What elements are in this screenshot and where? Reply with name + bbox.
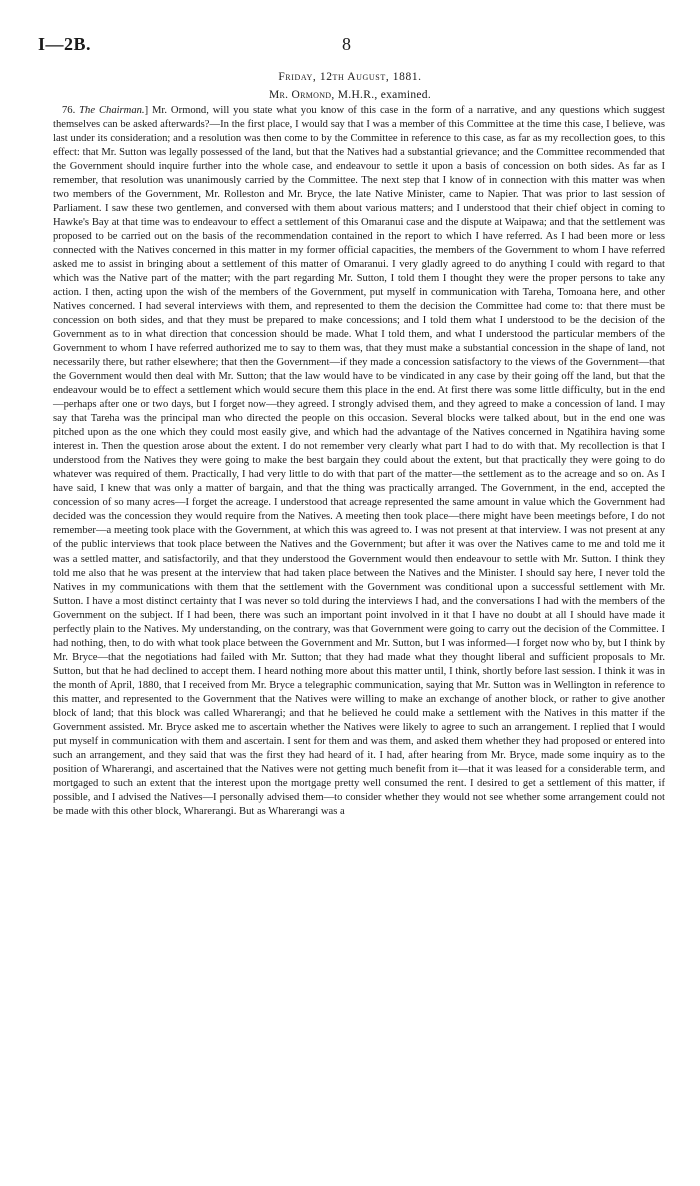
page-header [38, 34, 662, 58]
evidence-body [53, 104, 665, 819]
page-number: 8 [342, 34, 351, 54]
document-reference: I—2B. [38, 34, 92, 54]
evidence-paragraph [53, 104, 665, 819]
witness-name: Mr. Ormond [268, 89, 332, 101]
witness-heading [0, 89, 700, 101]
question-number: 76. [62, 105, 76, 116]
sitting-date: Friday, 12th August, 1881. [278, 71, 422, 83]
evidence-text: ] Mr. Ormond, will you state what you know of this case in the form of a narrative, and any questions which suggest themselves can be asked afterwards?—In the first place, I would say that I was a member of this Committee at the time this case, I believe, was last under its consideration; and a resolution was then come to by the Committee in reference to this case, as far as my recollection goes, to this effect: that Mr. Sutton was legally possessed of the land, but that the Natives had a substantial grievance; and the Committee recommended that the Government should inquire further into the whole case, and endeavour to settle it upon a basis of concession on both sides. As far as I remember, that resolution was unanimously carried by the Committee. The next step that I know of in connection with this matter was when two members of the Government, Mr. Rolleston and Mr. Bryce, the late Native Minister, came to Napier. That was prior to last session of Parliament. I saw these two gentlemen, and conversed with them about various matters; and I understood that their chief object in coming to Hawke's Bay at that time was to endeavour to effect a settlement of this Omaranui case and the dispute at Waipawa; and that the settlement was proposed to be carried out on the basis of the recommendation contained in the report to which I have referred. As I had been more or less connected with the Natives concerned in this matter in my former official capacities, the members of the Government to whom I have referred asked me to assist in bringing about a settlement of this matter of Omaranui. I very gladly agreed to do anything I could with regard to that which was the Native part of the matter; with the part regarding Mr. Sutton, I told them I thought they were the proper persons to take any action. I then, acting upon the wish of the members of the Government, put myself in communication with Tareha, Tomoana here, and other Natives concerned. I had several interviews with them, and represented to them the decision the Committee had come to: that there must be concession on both sides, and that they must be prepared to make concessions; and I told them what I understood to be the decision of the Government as to in what direction that concession should be made. What I told them, and what I understood the particular members of the Government to whom I have referred authorized me to say to them was, that they must make a substantial concession in the shape of land, not necessarily there, but rather elsewhere; that then the Government—if they made a concession satisfactory to the views of the Government—that the Government would then deal with Mr. Sutton; that the law would have to be vindicated in any case by their going off the land, but that the endeavour would be to effect a settlement which would secure them this place in the end. At first there was some little difficulty, but in the end—perhaps after one or two days, but I forget now—they agreed. I strongly advised them, and they agreed to make a concession of land. I may say that Tareha was the principal man who directed the people on this occasion. Several blocks were talked about, but in the end one was pitched upon as the one which they could most easily give, and which had the advantage of the Natives concerned in Ngatihira having some interest in. Then the question arose about the extent. I do not remember very clearly what part I had to do with that. My recollection is that I understood from the Natives they were going to make the best bargain they could about the extent, but that practically they were going to do whatever was required of them. Practically, I had very little to do with that part of the matter—the settlement as to the acreage and so on. As I have said, I knew that was only a matter of bargain, and that the thing was practically arranged. The Government, in the end, accepted the concession of so many acres—I forget the acreage. I understood that acreage represented the same amount in value which the Government had decided was the concession they would require from the Natives. A meeting then took place—there might have been meetings before, I do not remember—a meeting took place with the Government, at which this was agreed to. I was not present at that interview. I was not present at any of the public interviews that took place between the Natives and the Government; but after it was over the Natives came to me and told me it was a settled matter, and satisfactorily, and that they understood the Government would then endeavour to settle with Mr. Sutton. I think they told me also that he was present at the interview that had taken place between the Natives and the Minister. I should say here, I never told the Natives in my communications with them that the settlement with the Government was conditional upon a successful settlement with Mr. Sutton. I have a most distinct certainty that I was never so told during the interviews I had, and the conversations I had with the members of the Government on the subject. If I had been, there was such an important point involved in it that I have no doubt at all I should have made it perfectly plain to the Natives. My understanding, on the contrary, was that Government were going to carry out the decision of the Committee. I had nothing, then, to do with what took place between the Government and Mr. Sutton, but I was informed—I forget now who by, but I think by Mr. Bryce—that the negotiations had failed with Mr. Sutton; that they had made what they thought liberal and sufficient proposals to Mr. Sutton, but that he had declined to accept them. I heard nothing more about this matter until, I think, shortly before last session. I think it was in the month of April, 1880, that I received from Mr. Bryce a telegraphic communication, saying that Mr. Sutton was in Wellington in reference to this matter, and represented to the Government that the Natives were willing to make an exchange of another block, or rather to give another block of land; that this block was called Wharerangi; and that he believed he could make a settlement with the Natives in this matter if the Government assisted. Mr. Bryce asked me to ascertain whether the Natives were likely to agree to such an arrangement. I replied that I would put myself in communication with them and ascertain. I sent for them and was them, and asked them whether they had proposed or entered into such an arrangement, and they said that was the first they had heard of it. I had, after hearing from Mr. Bryce, made some inquiry as to the position of Wharerangi, and ascertained that the Natives were not getting much benefit from it—that it was leased for a considerable term, and mortgaged to such an extent that the interest upon the mortgage pretty well consumed the rent. I desired to get a settlement of this matter, if possible, and I advised the Natives—I personally advised them—to consider whether they would not see whether some arrangement could not be made with this other block, Wharerangi. But as Wharerangi was a [53, 105, 665, 817]
witness-suffix: , M.H.R., examined. [331, 89, 431, 101]
speaker-label: The Chairman. [79, 105, 145, 116]
